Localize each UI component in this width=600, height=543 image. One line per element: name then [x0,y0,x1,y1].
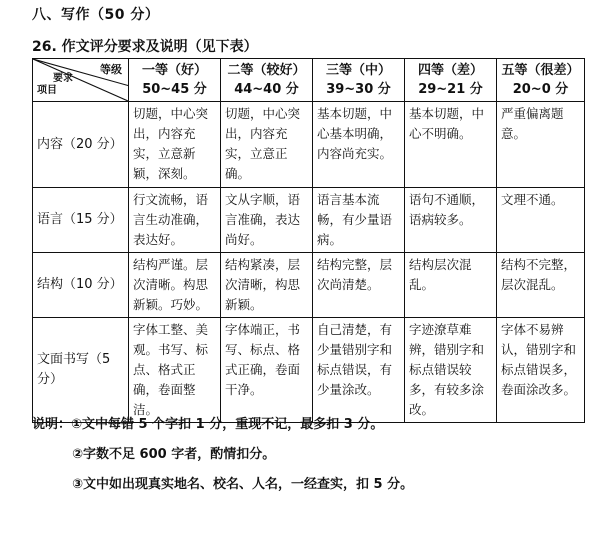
grade-range: 39~30 分 [326,82,391,97]
note-item: ②字数不足 600 字者，酌情扣分。 [72,447,276,462]
grade-header-5 [497,59,585,102]
table-cell: 字体不易辨认，错别字和标点错误多，卷面涂改多。 [497,318,585,423]
grade-range: 20~0 分 [512,82,569,97]
table-cell: 语言基本流畅，有少量语病。 [313,188,405,253]
table-cell: 结构层次混乱。 [405,253,497,318]
table-cell: 语句不通顺，语病较多。 [405,188,497,253]
table-cell: 字体端正，书写、标点、格式正确，卷面干净。 [221,318,313,423]
grading-rubric-table [32,58,585,423]
table-cell: 行文流畅，语言生动准确，表达好。 [129,188,221,253]
grade-header-1 [129,59,221,102]
notes-label: 说明： [32,417,72,432]
grade-header-2 [221,59,313,102]
grade-header-4 [405,59,497,102]
table-row-structure [33,253,585,318]
note-line-2 [32,440,413,470]
grade-name: 四等（差） [417,63,483,78]
grade-range: 44~40 分 [234,82,299,97]
table-cell: 基本切题，中心基本明确，内容尚充实。 [313,102,405,188]
question-title: 26. 作文评分要求及说明（见下表） [32,39,258,55]
section-title: 八、写作（50 分） [32,7,160,23]
note-item: ③文中如出现真实地名、校名、人名，一经查实，扣 5 分。 [72,477,414,492]
table-cell: 文从字顺，语言准确，表达尚好。 [221,188,313,253]
table-cell: 文理不通。 [497,188,585,253]
table-cell: 基本切题，中心不明确。 [405,102,497,188]
table-cell: 结构严谨。层次清晰。构思新颖。巧妙。 [129,253,221,318]
grade-range: 50~45 分 [142,82,207,97]
grade-name: 一等（好） [141,63,207,78]
grade-name: 三等（中） [325,63,391,78]
table-cell: 结构不完整，层次混乱。 [497,253,585,318]
note-item: ①文中每错 5 个字扣 1 分，重现不记，最多扣 3 分。 [71,417,384,432]
row-label-content: 内容（20 分） [33,102,129,188]
notes-section [32,410,413,500]
table-cell: 字迹潦草难辨，错别字和标点错误较多，有较多涂改。 [405,318,497,423]
grade-range: 29~21 分 [418,82,483,97]
grade-name: 五等（很差） [501,63,580,78]
grade-header-row [33,59,585,102]
grade-header-3 [313,59,405,102]
table-row-content [33,102,585,188]
table-row-handwriting [33,318,585,423]
table-cell: 结构完整，层次尚清楚。 [313,253,405,318]
row-label-structure: 结构（10 分） [33,253,129,318]
row-label-handwriting: 文面书写（5 分） [33,318,129,423]
table-cell: 结构紧凑，层次清晰，构思新颖。 [221,253,313,318]
corner-header-cell [33,59,129,102]
note-line-1 [32,410,413,440]
table-row-language [33,188,585,253]
table-cell: 严重偏离题意。 [497,102,585,188]
grade-name: 二等（较好） [227,63,306,78]
table-cell: 切题，中心突出，内容充实，立意正确。 [221,102,313,188]
table-cell: 字体工整、美观。书写、标点、格式正确，卷面整洁。 [129,318,221,423]
corner-requirement-label: 要求 [53,73,73,84]
table-cell: 切题，中心突出，内容充实，立意新颖，深刻。 [129,102,221,188]
note-line-3 [32,470,413,500]
table-cell: 自己清楚，有少量错别字和标点错误，有少量涂改。 [313,318,405,423]
row-label-language: 语言（15 分） [33,188,129,253]
corner-item-label: 项目 [37,85,57,96]
corner-grade-label: 等级 [100,63,122,76]
